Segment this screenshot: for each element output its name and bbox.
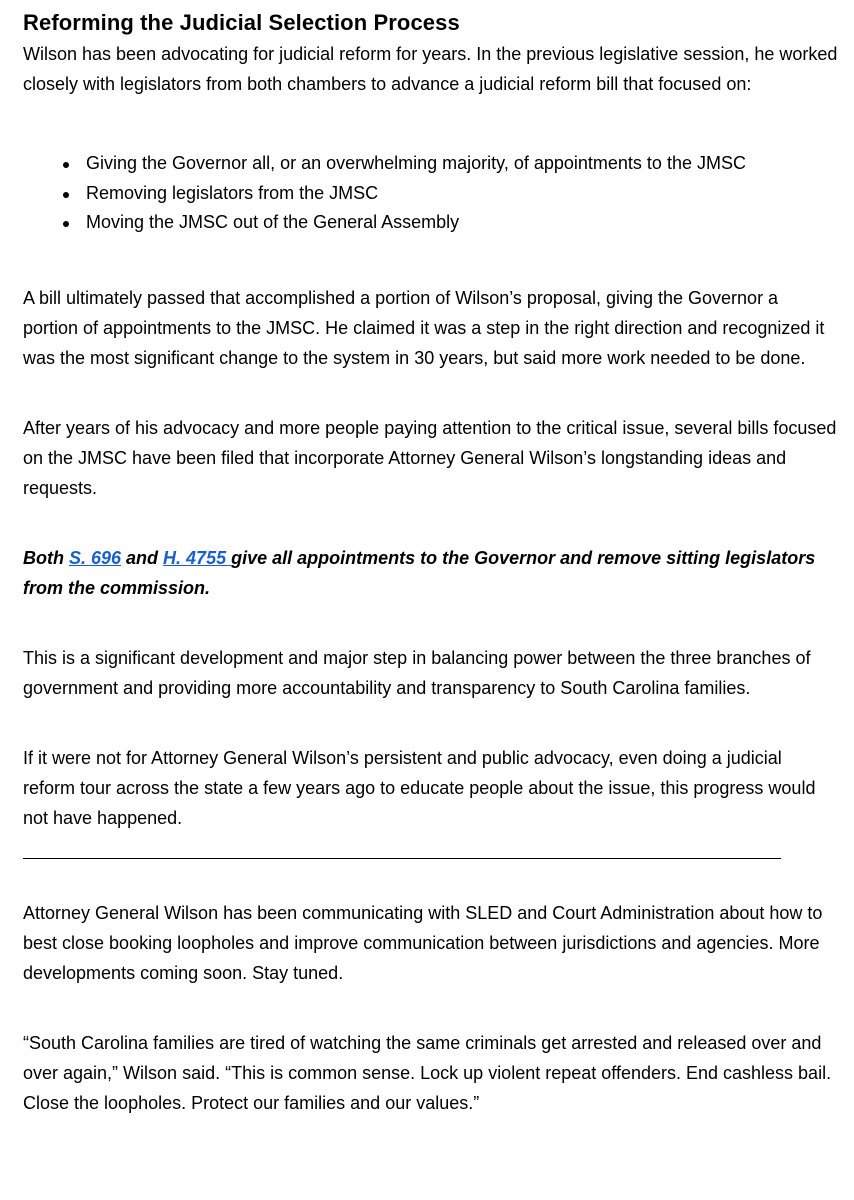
bill-passed-paragraph: A bill ultimately passed that accomplished a portion of Wilson’s proposal, giving the Governor a portion of appointments to the JMSC. He claimed it was a step in the right direction and recognized it was the most significant change to the system in 30 years, but said more work needed to be done. — [23, 287, 825, 368]
reform-bullet-list — [23, 149, 838, 238]
bills-statement — [23, 543, 838, 603]
bullet-item-remove-legislators: Removing legislators from the JMSC — [23, 179, 838, 209]
wilson-quote: “South Carolina families are tired of watching the same criminals get arrested and released over and over again,” Wilson said. “This is common sense. Lock up violent repeat offenders. End cashless bail. Close the loopholes. Protect our families and our values.” — [23, 1032, 832, 1113]
persistent-advocacy-paragraph: If it were not for Attorney General Wilson’s persistent and public advocacy, even doing a judicial reform tour across the state a few years ago to educate people about the issue, this progress would not have happened. — [23, 747, 816, 828]
section-heading: Reforming the Judicial Selection Process — [23, 10, 460, 35]
bills-suffix: give all appointments to the Governor and remove sitting legislators from the commission. — [23, 547, 816, 598]
sled-paragraph: Attorney General Wilson has been communicating with SLED and Court Administration about how to best close booking loopholes and improve communication between jurisdictions and agencies. More developments coming soon. Stay tuned. — [23, 902, 823, 983]
article — [23, 8, 838, 1118]
advocacy-paragraph: After years of his advocacy and more people paying attention to the critical issue, several bills focused on the JMSC have been filed that incorporate Attorney General Wilson’s longstanding ideas and requests. — [23, 417, 837, 498]
bullet-item-move-jmsc: Moving the JMSC out of the General Assembly — [23, 208, 838, 238]
h-4755-link[interactable]: H. 4755 — [163, 547, 232, 568]
section-divider — [23, 858, 781, 859]
bills-prefix: Both — [23, 547, 69, 568]
bills-middle: and — [121, 547, 164, 568]
bullet-item-governor-appointments: Giving the Governor all, or an overwhelming majority, of appointments to the JMSC — [23, 149, 838, 179]
s-696-link[interactable]: S. 696 — [68, 547, 122, 568]
intro-paragraph: Wilson has been advocating for judicial reform for years. In the previous legislative session, he worked closely with legislators from both chambers to advance a judicial reform bill that focused on: — [23, 44, 838, 94]
significance-paragraph: This is a significant development and major step in balancing power between the three branches of government and providing more accountability and transparency to South Carolina families. — [23, 647, 811, 698]
